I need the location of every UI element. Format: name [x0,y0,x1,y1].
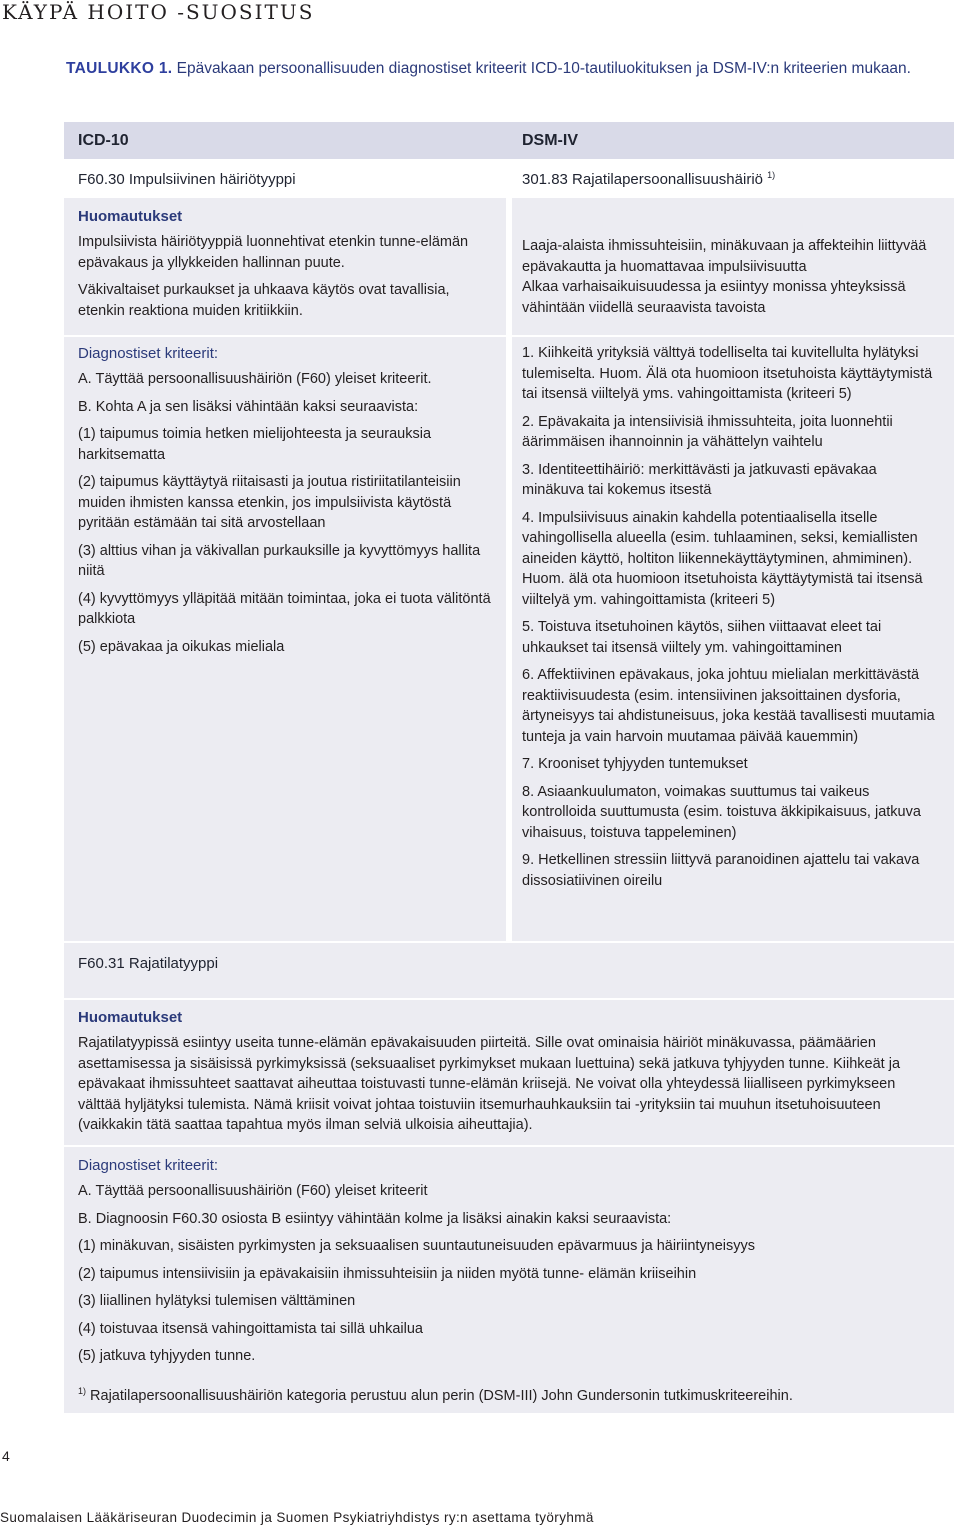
section2-title: F60.31 Rajatilatyyppi [78,955,219,972]
column-header-dsm4: DSM-IV [522,132,578,149]
page-number: 4 [2,1448,10,1464]
dsm-criterion: 1. Kiihkeitä yrityksiä välttyä todelliselta tai kuvitellulta hylätyksi tulemiselta. Huom. Älä ota huomioon itsetuhoista käyttäytymistä tai itsensä viiltelyä yms. vahingoittamista (kriteeri 5) [522,345,933,402]
section2-criterion: (2) taipumus intensiivisiin ja epävakaisiin ihmissuhteisiin ja niiden myötä tunne- elämän kriiseihin [78,1265,697,1282]
column-header-icd10: ICD-10 [78,132,129,149]
page-header: KÄYPÄ HOITO -SUOSITUS [2,0,315,24]
notes-title: Huomautukset [78,208,183,225]
page-footer: Suomalaisen Lääkäriseuran Duodecimin ja Suomen Psykiatriyhdistys ry:n asettama työryhmä [0,1510,594,1525]
right-criteria [522,343,942,898]
table-caption-text: Epävakaan persoonallisuuden diagnostiset kriteerit ICD-10-tautiluokituksen ja DSM-IV:n kriteerien mukaan. [176,60,911,77]
dsm-criterion: 4. Impulsiivisuus ainakin kahdella potentiaalisella itselle vahingollisella alueella (esim. tuhlaaminen, seksi, kemiallisten aineiden käyttö, holtiton liikennekäyttäytyminen, ahmiminen). Huom. älä ota huomioon itsetuhoista käyttäytymistä tai itsensä viiltelyä ym. vahingoittamista (kriteeri 5) [522,509,923,608]
footnote-text: Rajatilapersoonallisuushäiriön kategoria perustuu alun perin (DSM-III) John Gundersonin tutkimuskriteereihin. [90,1388,793,1404]
section2-criterion: (4) toistuvaa itsensä vahingoittamista tai sillä uhkailua [78,1320,423,1337]
section2-criterion: (5) jatkuva tyhjyyden tunne. [78,1348,256,1364]
dsm-criterion: 2. Epävakaita ja intensiivisiä ihmissuhteita, joita luonnehtii äärimmäisen ihannoinnin ja vähättelyn vaihtelu [522,413,893,450]
section2-criterion: A. Täyttää persoonallisuushäiriön (F60) yleiset kriteerit [78,1183,428,1199]
section2-criterion: B. Diagnoosin F60.30 osiosta B esiintyy vähintään kolme ja lisäksi ainakin kaksi seuraavista: [78,1210,672,1227]
column-header-row [64,122,954,159]
criteria-item: (4) kyvyttömyys ylläpitää mitään toimintaa, joka ei tuota välitöntä palkkiota [78,590,491,627]
right-intro-line: Alkaa varhaisaikuisuudessa ja esiintyy monissa yhteyksissä vähintään viidellä seuraavista tavoista [522,279,906,316]
left-notes [78,206,498,328]
section2-criterion: (1) minäkuvan, sisäisten pyrkimysten ja seksuaalisen suuntautuneisuuden epävarmuus ja häiriintyneisyys [78,1238,756,1254]
criteria-item: (3) alttius vihan ja väkivallan purkauksille ja kyvyttömyys hallita niitä [78,542,481,579]
criteria-item: (5) epävakaa ja oikukas mieliala [78,638,285,655]
dsm-criterion: 3. Identiteettihäiriö: merkittävästi ja jatkuvasti epävakaa minäkuva tai kokemus itsestä [522,461,877,498]
subheader-f6030: F60.30 Impulsiivinen häiriötyyppi [78,171,296,188]
subheader-30183-text: 301.83 Rajatilapersoonallisuushäiriö [522,171,763,188]
dsm-criterion: 5. Toistuva itsetuhoinen käytös, siihen viittaavat eleet tai uhkaukset tai itsensä viiltely ym. vahingoittaminen [522,619,882,656]
dsm-criterion: 9. Hetkellinen stressiin liittyvä paranoidinen ajattelu tai vakava dissosiatiivinen oireilu [522,852,920,889]
left-note: Impulsiivista häiriötyyppiä luonnehtivat etenkin tunne-elämän epävakaus ja yllykkeiden hallinnan puute. [78,234,469,271]
criteria-item: (2) taipumus käyttäytyä riitaisasti ja joutua ristiriitatilanteisiin muiden ihmisten kanssa etenkin, jos impulsiivista käytöstä pyritään estämään tai sitä arvostellaan [78,474,461,531]
footnote-mark: 1) [78,1386,87,1397]
right-intro-line: Laaja-alaista ihmissuhteisiin, minäkuvaan ja affekteihin liittyvää epävakautta ja huomattavaa impulsiivisuutta [522,238,927,275]
subheader-30183 [522,170,775,191]
footnote-ref: 1) [767,170,776,180]
section2-criterion: (3) liiallinen hylätyksi tulemisen välttäminen [78,1293,356,1309]
section2-notes-text: Rajatilatyypissä esiintyy useita tunne-elämän epävakaisuuden piirteitä. Sille ovat ominaisia häiriöt minäkuvassa, päämäärien asettamisessa ja sisäisissä pyrkimyksissä (seksuaaliset pyrkimykset mukaan luettuina) sekä jatkuva tyhjyyden tunne. Kiihkeät ja epävakaat ihmissuhteet saattavat aiheuttaa toistuvasti tunne-elämän kriisejä. Ne voivat olla yhteydessä liialliseen pyrkimykseen välttää hyljätyksi tulemista. Nämä kriisit voivat johtaa toistuviin itsemurhauhkauksiin tai -yrityksiin tai muuhun itsetuhoisuuteen (vaikkakin tätä saattaa tapahtua myös ilman selviä ulkoisia aiheuttajia). [78,1035,901,1133]
table-caption [66,58,946,79]
table-footnote [78,1386,948,1407]
dsm-criterion: 8. Asiaankuulumaton, voimakas suuttumus tai vaikeus kontrolloida suuttumusta (esim. toistuva äkkipikaisuus, jatkuva vihaisuus, toistuva tappeleminen) [522,783,921,841]
section2-criteria [78,1155,940,1374]
criteria-item: B. Kohta A ja sen lisäksi vähintään kaksi seuraavista: [78,398,419,415]
criteria-item: (1) taipumus toimia hetken mielijohteesta ja seurauksia harkitsematta [78,426,432,463]
table-label: TAULUKKO 1. [66,60,173,77]
dsm-criterion: 7. Krooniset tyhjyyden tuntemukset [522,756,748,772]
left-criteria [78,343,498,664]
section2-criteria-title: Diagnostiset kriteerit: [78,1157,219,1174]
criteria-item: A. Täyttää persoonallisuushäiriön (F60) yleiset kriteerit. [78,371,432,387]
left-note: Väkivaltaiset purkaukset ja uhkaava käytös ovat tavallisia, etenkin reaktiona muiden kritiikkiin. [78,282,450,319]
right-intro [522,236,942,325]
section2-notes-title: Huomautukset [78,1009,183,1026]
section2-notes [78,1007,940,1143]
criteria-title: Diagnostiset kriteerit: [78,345,219,362]
dsm-criterion: 6. Affektiivinen epävakaus, joka johtuu mielialan merkittävästä reaktiivisuudesta (esim. intensiivinen jaksoittainen dysforia, ärtyneisyys tai ahdistuneisuus, joka kestää tavallisesti muutamia tunteja ja vain harvoin muutamaa päivää kauemmin) [522,667,935,745]
